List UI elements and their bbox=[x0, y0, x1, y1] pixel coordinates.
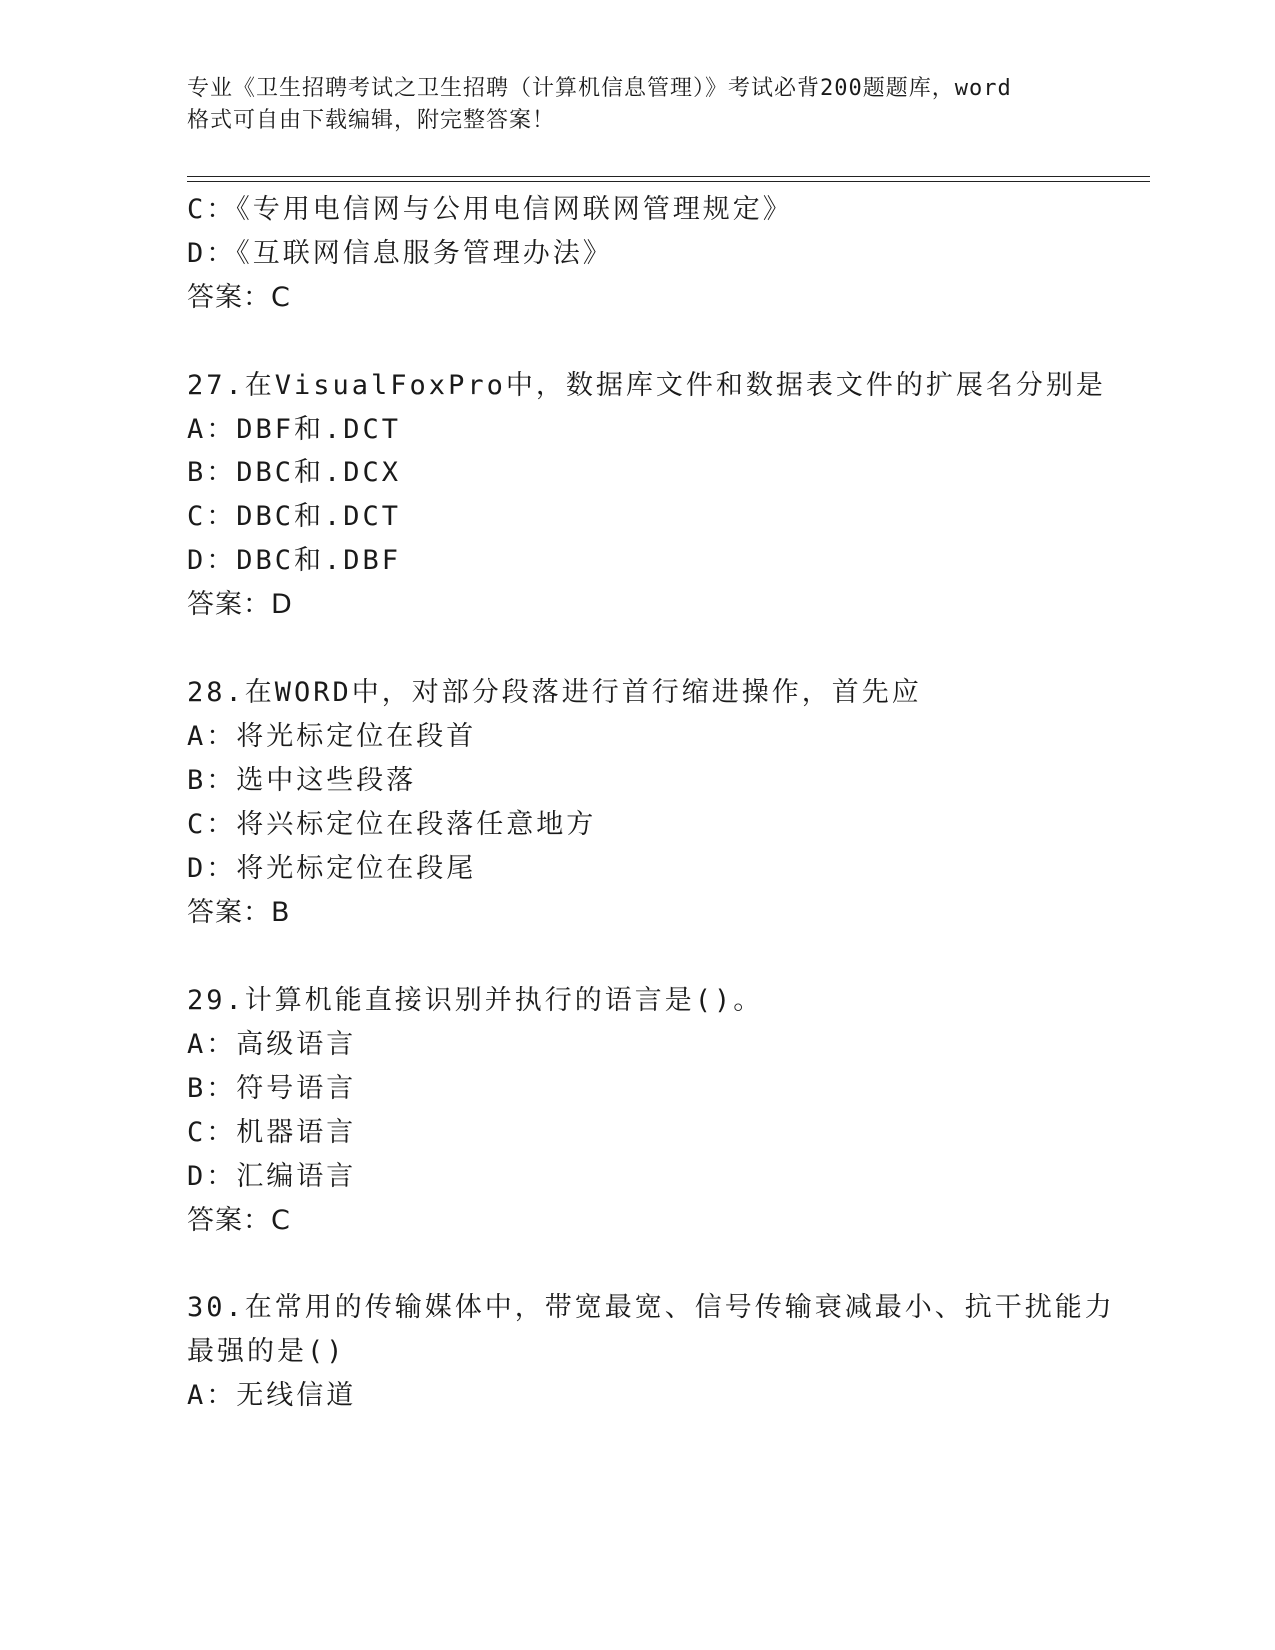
document-header bbox=[187, 73, 1087, 137]
q29-answer: 答案：C bbox=[187, 1205, 291, 1236]
q27-stem: 27.在VisualFoxPro中，数据库文件和数据表文件的扩展名分别是 bbox=[187, 370, 1106, 401]
q28-option-d: D：将光标定位在段尾 bbox=[187, 853, 477, 884]
q28-option-b: B：选中这些段落 bbox=[187, 765, 417, 796]
header-divider-top bbox=[187, 176, 1150, 177]
q27-answer: 答案：D bbox=[187, 589, 293, 620]
q28-option-a: A：将光标定位在段首 bbox=[187, 721, 477, 752]
q28-stem: 28.在WORD中，对部分段落进行首行缩进操作，首先应 bbox=[187, 677, 922, 708]
q30-option-a: A：无线信道 bbox=[187, 1380, 357, 1411]
header-line-2: 格式可自由下载编辑，附完整答案！ bbox=[187, 108, 556, 133]
q27-option-a: A：DBF和.DCT bbox=[187, 414, 402, 445]
q27-option-b: B：DBC和.DCX bbox=[187, 457, 402, 488]
q29-stem: 29.计算机能直接识别并执行的语言是()。 bbox=[187, 985, 764, 1016]
q30-stem-line-2: 最强的是() bbox=[187, 1336, 346, 1367]
header-line-1: 专业《卫生招聘考试之卫生招聘（计算机信息管理）》考试必背200题题库，word bbox=[187, 76, 1012, 101]
q26-option-c: C：《专用电信网与公用电信网联网管理规定》 bbox=[187, 194, 793, 225]
q28-option-c: C：将兴标定位在段落任意地方 bbox=[187, 809, 597, 840]
q29-option-a: A：高级语言 bbox=[187, 1029, 357, 1060]
q26-answer: 答案：C bbox=[187, 282, 291, 313]
q29-option-c: C：机器语言 bbox=[187, 1117, 357, 1148]
q29-option-b: B：符号语言 bbox=[187, 1073, 357, 1104]
q28-answer: 答案：B bbox=[187, 897, 291, 928]
q26-option-d: D：《互联网信息服务管理办法》 bbox=[187, 238, 613, 269]
q29-option-d: D：汇编语言 bbox=[187, 1161, 357, 1192]
q27-option-d: D：DBC和.DBF bbox=[187, 545, 402, 576]
q27-option-c: C：DBC和.DCT bbox=[187, 501, 402, 532]
header-divider-bottom bbox=[187, 181, 1150, 182]
q30-stem-line-1: 30.在常用的传输媒体中，带宽最宽、信号传输衰减最小、抗干扰能力 bbox=[187, 1292, 1115, 1323]
